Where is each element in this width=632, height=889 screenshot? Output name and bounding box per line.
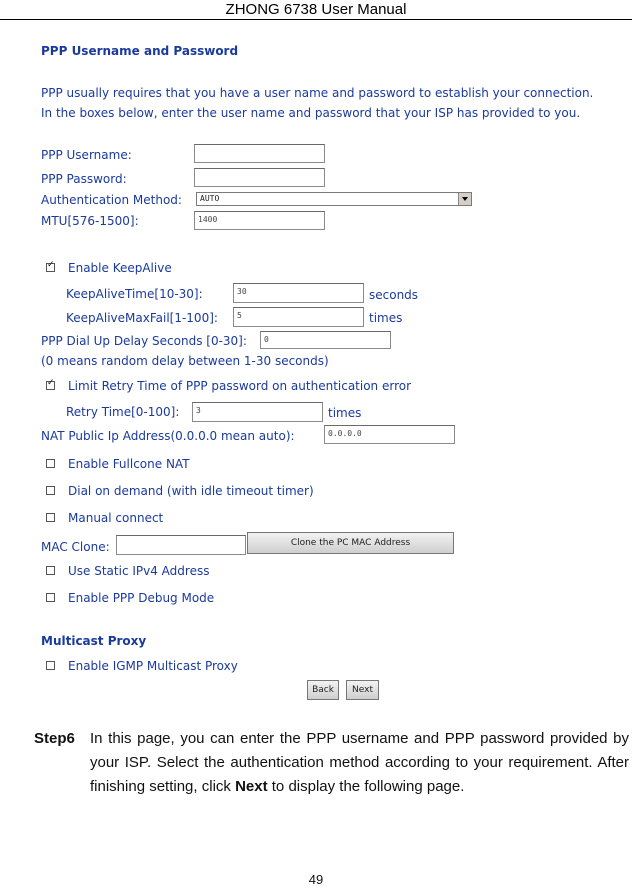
dialup-delay-input[interactable]: 0 xyxy=(260,331,391,349)
keepalive-time-label: KeepAliveTime[10-30]: xyxy=(66,287,203,301)
password-input[interactable] xyxy=(194,168,325,187)
dial-on-demand-label: Dial on demand (with idle timeout timer) xyxy=(68,484,314,498)
page-header: ZHONG 6738 User Manual xyxy=(225,1,407,18)
next-button[interactable]: Next xyxy=(346,680,379,700)
mtu-input[interactable]: 1400 xyxy=(194,211,325,230)
ppp-debug-checkbox[interactable] xyxy=(46,593,55,602)
keepalive-checkbox[interactable] xyxy=(46,263,55,272)
multicast-title: Multicast Proxy xyxy=(41,634,147,648)
mac-clone-input[interactable] xyxy=(116,535,246,555)
keepalive-fail-label: KeepAliveMaxFail[1-100]: xyxy=(66,311,218,325)
username-label: PPP Username: xyxy=(41,148,132,162)
back-button[interactable]: Back xyxy=(307,680,339,700)
manual-connect-label: Manual connect xyxy=(68,511,164,525)
limit-retry-checkbox[interactable] xyxy=(46,381,55,390)
auth-method-select[interactable] xyxy=(196,192,472,206)
dialup-delay-note: (0 means random delay between 1-30 seconds) xyxy=(41,354,329,368)
password-label: PPP Password: xyxy=(41,172,127,186)
auth-method-label: Authentication Method: xyxy=(41,193,182,207)
nat-label: NAT Public Ip Address(0.0.0.0 mean auto): xyxy=(41,429,295,443)
static-ipv4-label: Use Static IPv4 Address xyxy=(68,564,210,578)
step-label: Step6 xyxy=(34,730,75,747)
keepalive-time-unit: seconds xyxy=(369,288,419,302)
chevron-down-icon[interactable] xyxy=(458,193,471,205)
username-input[interactable] xyxy=(194,144,325,163)
auth-method-value: AUTO xyxy=(200,194,220,203)
retry-time-label: Retry Time[0-100]: xyxy=(66,405,180,419)
step-text-before: In this page, you can enter the PPP username and PPP password provided by your ISP. Select the authentication method according to your requirement. After finishing setting, click xyxy=(90,730,629,795)
dial-on-demand-checkbox[interactable] xyxy=(46,486,55,495)
keepalive-fail-input[interactable]: 5 xyxy=(233,307,364,327)
igmp-checkbox[interactable] xyxy=(46,661,55,670)
fullcone-label: Enable Fullcone NAT xyxy=(68,457,190,471)
page-number: 49 xyxy=(308,872,324,887)
static-ipv4-checkbox[interactable] xyxy=(46,566,55,575)
manual-connect-checkbox[interactable] xyxy=(46,513,55,522)
retry-time-unit: times xyxy=(328,406,362,420)
dialup-delay-label: PPP Dial Up Delay Seconds [0-30]: xyxy=(41,334,247,348)
keepalive-time-input[interactable]: 30 xyxy=(233,283,364,303)
intro-line-2: In the boxes below, enter the user name and password that your ISP has provided to you. xyxy=(41,106,581,120)
limit-retry-label: Limit Retry Time of PPP password on authentication error xyxy=(68,379,412,393)
step-text-bold: Next xyxy=(235,778,268,795)
mac-clone-label: MAC Clone: xyxy=(41,540,110,554)
retry-time-input[interactable]: 3 xyxy=(192,402,323,422)
intro-line-1: PPP usually requires that you have a user name and password to establish your connection. xyxy=(41,86,594,100)
mtu-label: MTU[576-1500]: xyxy=(41,214,139,228)
header-rule xyxy=(0,19,632,20)
keepalive-fail-unit: times xyxy=(369,311,403,325)
keepalive-label: Enable KeepAlive xyxy=(68,261,172,275)
nat-input[interactable]: 0.0.0.0 xyxy=(324,425,455,444)
fullcone-checkbox[interactable] xyxy=(46,459,55,468)
igmp-label: Enable IGMP Multicast Proxy xyxy=(68,659,238,673)
step-text-after: to display the following page. xyxy=(267,778,465,795)
step-paragraph xyxy=(90,727,629,799)
ppp-debug-label: Enable PPP Debug Mode xyxy=(68,591,215,605)
clone-mac-button[interactable]: Clone the PC MAC Address xyxy=(247,532,454,554)
section-title: PPP Username and Password xyxy=(41,44,239,58)
